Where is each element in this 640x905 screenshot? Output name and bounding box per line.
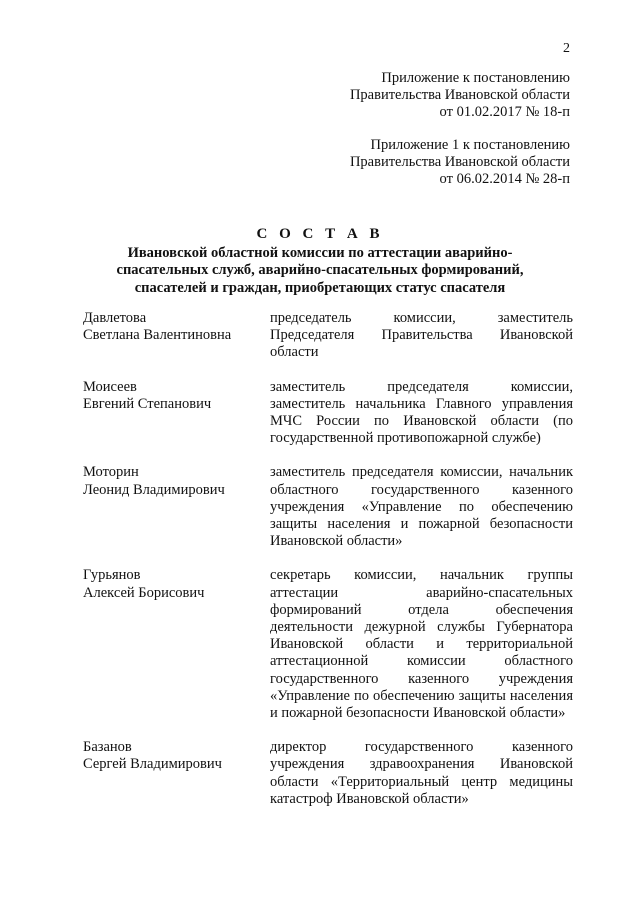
member-given-names: Леонид Владимирович xyxy=(83,481,225,498)
member-surname: Моторин xyxy=(83,464,139,481)
member-given-names: Евгений Степанович xyxy=(83,395,212,412)
member-role: заместитель председателя комиссии, начальник областного государственного казенного учреждения «Управление по обеспечению защиты населения и пожарной безопасности Ивановской области» xyxy=(270,464,573,550)
member-given-names: Сергей Владимирович xyxy=(83,756,222,773)
appendix-original xyxy=(350,137,570,189)
appendix-line: Приложение 1 к постановлению xyxy=(370,137,570,153)
member-row xyxy=(83,310,573,362)
title-heading: С О С Т А В xyxy=(256,226,384,242)
title-subtitle-line: Ивановской областной комиссии по аттестации аварийно- xyxy=(127,245,513,262)
title-subtitle-line: спасателей и граждан, приобретающих статус спасателя xyxy=(134,279,506,296)
member-name xyxy=(83,379,270,448)
appendix-line: от 06.02.2014 № 28-п xyxy=(439,171,570,188)
member-surname: Моисеев xyxy=(83,378,137,395)
appendix-line: Правительства Ивановской области xyxy=(349,154,570,171)
member-surname: Давлетова xyxy=(83,310,147,326)
member-role: секретарь комиссии, начальник группы аттестации аварийно-спасательных формирований отдела обеспечения деятельности дежурной службы Губернатора Ивановской области и территориальной аттестационной комиссии областного государственного казенного учреждения «Управление по обеспечению защиты населения и пожарной безопасности Ивановской области» xyxy=(270,567,573,722)
appendix-current xyxy=(350,70,570,122)
member-row xyxy=(83,739,573,808)
title-subtitle-line: спасательных служб, аварийно-спасательных формирований, xyxy=(116,262,524,279)
member-given-names: Алексей Борисович xyxy=(83,584,205,601)
member-role: председатель комиссии, заместитель Председателя Правительства Ивановской области xyxy=(270,310,573,361)
member-given-names: Светлана Валентиновна xyxy=(83,327,232,344)
member-row xyxy=(83,379,573,448)
member-name xyxy=(83,464,270,550)
page-number: 2 xyxy=(563,41,570,56)
member-surname: Гурьянов xyxy=(83,567,141,584)
member-surname: Базанов xyxy=(83,739,132,756)
appendix-line: Правительства Ивановской области xyxy=(349,87,570,104)
appendix-line: Приложение к постановлению xyxy=(381,70,570,86)
member-row xyxy=(83,567,573,722)
member-role: заместитель председателя комиссии, заместитель начальника Главного управления МЧС России по Ивановской области (по государственной противопожарной службе) xyxy=(270,378,573,447)
member-row xyxy=(83,464,573,550)
member-name xyxy=(83,310,270,362)
member-list xyxy=(83,310,573,825)
member-name xyxy=(83,739,270,808)
appendix-line: от 01.02.2017 № 18-п xyxy=(439,104,570,121)
document-title xyxy=(0,226,640,297)
member-name xyxy=(83,567,270,722)
member-role: директор государственного казенного учреждения здравоохранения Ивановской области «Территориальный центр медицины катастроф Ивановской области» xyxy=(270,739,573,807)
